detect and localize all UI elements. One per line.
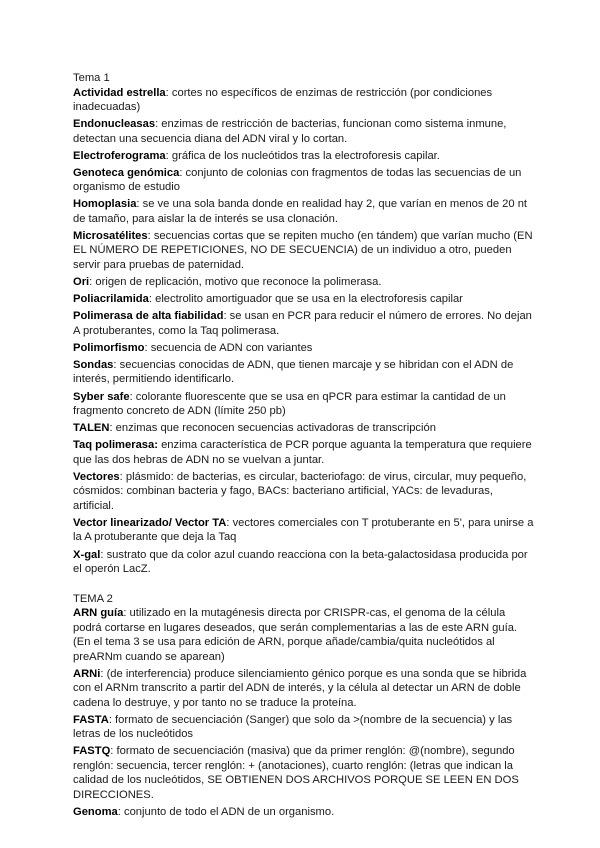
glossary-term: Electroferograma [73, 149, 166, 162]
glossary-term: Ori [73, 276, 90, 289]
glossary-entry [73, 421, 535, 436]
glossary-entry [73, 516, 535, 545]
glossary-term: Sondas [73, 358, 114, 371]
glossary-definition: : sustrato que da color azul cuando reacciona con la beta-galactosidasa producida por el operón LacZ. [73, 548, 528, 575]
glossary-definition: : vectores comerciales con T protuberante en 5', para unirse a la A protuberante que deja la Taq [73, 516, 534, 544]
tema2-glossary-list [73, 606, 535, 819]
glossary-term: Taq polimerasa: [73, 439, 158, 452]
glossary-entry [73, 667, 535, 711]
glossary-entry [73, 341, 535, 356]
glossary-term: Actividad estrella [73, 86, 166, 99]
glossary-definition: : plásmido: de bacterias, es circular, bacteriofago: de virus, circular, muy pequeño, cósmidos: combinan bacteria y fago, BACs: bacteriano artificial, YACs: de levaduras, artificial. [73, 470, 527, 512]
glossary-term: FASTA [73, 713, 109, 726]
glossary-entry [73, 197, 535, 226]
glossary-definition: : electrolito amortiguador que se usa en la electroforesis capilar [148, 293, 463, 306]
section-heading-tema2: TEMA 2 [73, 592, 113, 605]
glossary-definition: : secuencia de ADN con variantes [144, 341, 313, 354]
glossary-term: Microsatélites [73, 229, 148, 242]
glossary-term: X-gal [73, 548, 101, 561]
glossary-entry [73, 713, 535, 742]
glossary-entry [73, 606, 535, 664]
glossary-definition: : gráfica de los nucleótidos tras la electroforesis capilar. [165, 149, 440, 162]
glossary-term: Vectores [73, 470, 120, 483]
glossary-term: Polimerasa de alta fiabilidad [73, 310, 224, 323]
glossary-entry [73, 117, 535, 146]
glossary-entry [73, 309, 535, 338]
glossary-definition: : enzimas que reconocen secuencias activadoras de transcripción [109, 422, 436, 435]
glossary-definition: : cortes no específicos de enzimas de restricción (por condiciones inadecuadas) [73, 86, 493, 113]
glossary-term: Poliacrilamida [73, 293, 149, 306]
glossary-term: FASTQ [73, 745, 111, 758]
glossary-term: ARNi [73, 667, 101, 680]
glossary-term: Syber safe [73, 390, 130, 403]
glossary-content [73, 71, 535, 822]
glossary-term: Vector linearizado/ Vector TA [73, 516, 227, 529]
glossary-term: TALEN [73, 422, 110, 435]
glossary-definition: : conjunto de todo el ADN de un organismo. [117, 805, 335, 818]
glossary-entry [73, 275, 535, 290]
glossary-term: Genoteca genómica [73, 166, 180, 179]
glossary-definition: enzima característica de PCR porque aguanta la temperatura que requiere que las dos hebras de ADN no se vuelvan a juntar. [73, 439, 532, 466]
glossary-term: Genoma [73, 805, 118, 818]
glossary-definition: : utilizado en la mutagénesis directa por CRISPR-cas, el genoma de la célula podrá cortarse en lugares deseados, que serán complementarias a las de este ARN guía. (En el tema 3 se usa para edición de ARN, porque añade/cambia/quita nucleótidos al preARNm cuando se aparean) [73, 607, 518, 663]
glossary-term: Polimorfismo [73, 341, 145, 354]
glossary-definition: : conjunto de colonias con fragmentos de todas las secuencias de un organismo de estudio [73, 166, 522, 194]
glossary-entry [73, 805, 535, 820]
glossary-term: ARN guía [73, 607, 124, 619]
glossary-term: Endonucleasas [73, 118, 156, 131]
glossary-entry [73, 548, 535, 577]
section-heading-tema1: Tema 1 [73, 72, 110, 84]
glossary-definition: : se usan en PCR para reducir el número de errores. No dejan A protuberantes, como la Taq polimerasa. [73, 310, 532, 337]
glossary-entry [73, 86, 535, 115]
glossary-definition: : enzimas de restricción de bacterias, funcionan como sistema inmune, detectan una secuencia diana del ADN viral y lo cortan. [73, 118, 507, 145]
glossary-definition: : secuencias cortas que se repiten mucho (en tándem) que varían mucho (EN EL NÚMERO DE REPETICIONES, NO DE SECUENCIA) de un individuo a otro, pueden servir para pruebas de paternidad. [73, 229, 533, 271]
glossary-definition: : secuencias conocidas de ADN, que tienen marcaje y se hibridan con el ADN de interés, permitiendo identificarlo. [73, 358, 514, 386]
glossary-entry [73, 390, 535, 419]
glossary-entry [73, 166, 535, 195]
glossary-entry [73, 149, 535, 164]
glossary-entry [73, 292, 535, 307]
glossary-entry [73, 470, 535, 514]
glossary-term: Homoplasia [73, 198, 137, 211]
glossary-definition: : formato de secuenciación (Sanger) que solo da >(nombre de la secuencia) y las letras de los nucleótidos [73, 713, 513, 741]
glossary-definition: : formato de secuenciación (masiva) que da primer renglón: @(nombre), segundo renglón: secuencia, tercer renglón: + (anotaciones), cuarto renglón: (letras que indican la calidad de los nucleótidos, SE OBTIENEN DOS ARCHIVOS PORQUE SE LEEN EN DOS DIRECCIONES. [73, 745, 519, 801]
glossary-entry [73, 229, 535, 273]
glossary-entry [73, 744, 535, 802]
glossary-definition: : (de interferencia) produce silenciamiento génico porque es una sonda que se hibrida con el ARNm transcrito a partir del ADN de interés, y la célula al detectar un ARN de doble cadena lo destruye, y por tanto no se traduce la proteína. [73, 667, 527, 709]
glossary-definition: : colorante fluorescente que se usa en qPCR para estimar la cantidad de un fragmento concreto de ADN (límite 250 pb) [73, 390, 506, 418]
glossary-definition: : origen de replicación, motivo que reconoce la polimerasa. [89, 276, 382, 289]
glossary-entry [73, 438, 535, 467]
tema1-glossary-list [73, 86, 535, 577]
glossary-definition: : se ve una sola banda donde en realidad hay 2, que varían en menos de 20 nt de tamaño, para aislar la de interés se usa clonación. [73, 198, 528, 225]
glossary-entry [73, 358, 535, 387]
